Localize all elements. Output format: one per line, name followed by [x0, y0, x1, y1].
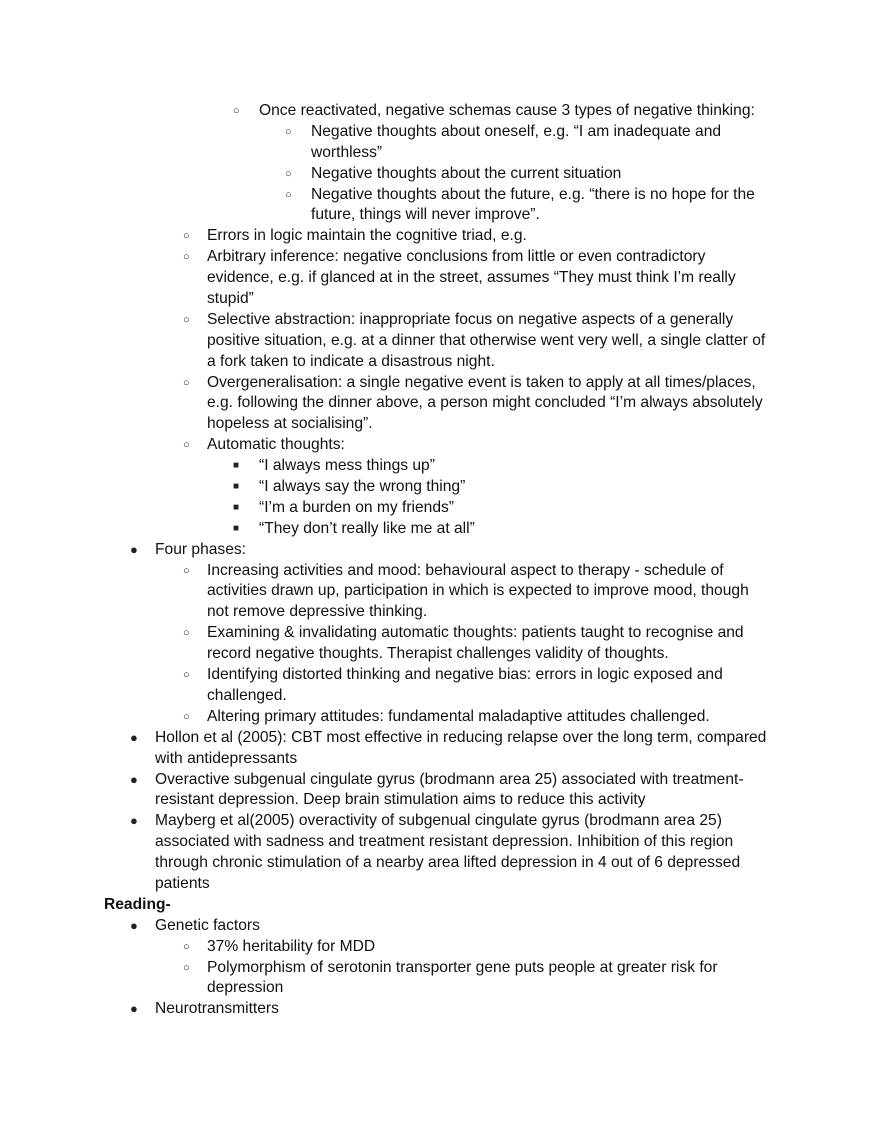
line-text: activities drawn up, participation in which is expected to improve mood, though [207, 582, 749, 600]
square-bullet-icon: ■ [233, 460, 240, 472]
list-item-line [0, 937, 880, 958]
circle-bullet-icon: ○ [183, 961, 190, 974]
list-item-line [0, 164, 880, 185]
circle-bullet-icon: ○ [183, 564, 190, 577]
line-text: Hollon et al (2005): CBT most effective in reducing relapse over the long term, compared [155, 728, 767, 746]
list-item-line [0, 498, 880, 519]
circle-bullet-icon: ○ [183, 669, 190, 682]
list-item-line [0, 874, 880, 895]
list-item-line [0, 373, 880, 394]
list-item-line [0, 122, 880, 143]
list-item-line [0, 101, 880, 122]
line-text: Errors in logic maintain the cognitive triad, e.g. [207, 227, 527, 245]
line-text: with antidepressants [155, 749, 298, 767]
list-item-line [0, 289, 880, 310]
list-item-line [0, 185, 880, 206]
list-item-line [0, 853, 880, 874]
list-item-line [0, 832, 880, 853]
circle-bullet-icon: ○ [183, 251, 190, 264]
list-item-line [0, 393, 880, 414]
square-bullet-icon: ■ [233, 481, 240, 493]
circle-bullet-icon: ○ [183, 230, 190, 243]
list-item-line [0, 811, 880, 832]
line-text: Neurotransmitters [155, 1000, 279, 1018]
list-item-line [0, 477, 880, 498]
list-item-line [0, 707, 880, 728]
line-text: Overactive subgenual cingulate gyrus (brodmann area 25) associated with treatment- [155, 770, 744, 788]
line-text: Increasing activities and mood: behavioural aspect to therapy - schedule of [207, 561, 724, 579]
line-text: Mayberg et al(2005) overactivity of subgenual cingulate gyrus (brodmann area 25) [155, 812, 722, 830]
line-text: Polymorphism of serotonin transporter gene puts people at greater risk for [207, 958, 718, 976]
square-bullet-icon: ■ [233, 501, 240, 513]
list-item-line [0, 999, 880, 1020]
line-text: record negative thoughts. Therapist challenges validity of thoughts. [207, 645, 669, 663]
line-text: e.g. following the dinner above, a person might concluded “I’m always absolutely [207, 394, 763, 412]
line-text: worthless” [311, 143, 383, 161]
circle-bullet-icon: ○ [285, 125, 292, 138]
list-item-line [0, 310, 880, 331]
line-text: hopeless at socialising”. [207, 415, 373, 433]
line-text: positive situation, e.g. at a dinner that otherwise went very well, a single clatter of [207, 331, 766, 349]
list-item-line [0, 519, 880, 540]
circle-bullet-icon: ○ [233, 105, 240, 117]
line-text: Arbitrary inference: negative conclusions from little or even contradictory [207, 248, 706, 266]
list-item-line [0, 331, 880, 352]
line-text: “I always say the wrong thing” [259, 478, 466, 496]
section-heading [0, 895, 880, 916]
heading-text: Reading- [104, 895, 171, 913]
list-item-line [0, 414, 880, 435]
square-bullet-icon: ■ [233, 522, 240, 534]
line-text: “I always mess things up” [259, 457, 435, 475]
line-text: challenged. [207, 686, 287, 704]
line-text: Negative thoughts about the future, e.g. “there is no hope for the [311, 185, 755, 203]
line-text: “I’m a burden on my friends” [259, 498, 454, 516]
circle-bullet-icon: ○ [183, 439, 190, 452]
list-item-line [0, 770, 880, 791]
line-text: patients [155, 874, 210, 892]
line-text: depression [207, 979, 284, 997]
line-text: associated with sadness and treatment resistant depression. Inhibition of this region [155, 833, 734, 851]
list-item-line [0, 435, 880, 456]
list-item-line [0, 226, 880, 247]
line-text: Once reactivated, negative schemas cause 3 types of negative thinking: [259, 102, 755, 119]
line-text: through chronic stimulation of a nearby area lifted depression in 4 out of 6 depressed [155, 854, 741, 872]
list-item-line [0, 581, 880, 602]
list-item-line [0, 456, 880, 477]
list-item-line [0, 540, 880, 561]
line-text: Four phases: [155, 540, 247, 558]
list-item-line [0, 644, 880, 665]
list-item-line [0, 268, 880, 289]
circle-bullet-icon: ○ [183, 710, 190, 723]
circle-bullet-icon: ○ [285, 188, 292, 201]
list-item-line [0, 978, 880, 999]
circle-bullet-icon: ○ [183, 376, 190, 389]
circle-bullet-icon: ○ [183, 313, 190, 326]
list-item-line [0, 352, 880, 373]
list-item-line [0, 916, 880, 937]
line-text: Negative thoughts about the current situation [311, 164, 622, 182]
list-item-line [0, 665, 880, 686]
list-item-line [0, 686, 880, 707]
list-item-line [0, 790, 880, 811]
list-item-line [0, 561, 880, 582]
circle-bullet-icon: ○ [285, 167, 292, 180]
line-text: 37% heritability for MDD [207, 937, 376, 955]
list-item-line [0, 623, 880, 644]
list-item-line [0, 602, 880, 623]
line-text: Negative thoughts about oneself, e.g. “I am inadequate and [311, 122, 722, 140]
list-item-line [0, 728, 880, 749]
line-text: Genetic factors [155, 916, 260, 934]
list-item-line [0, 143, 880, 164]
line-text: evidence, e.g. if glanced at in the street, assumes “They must think I’m really [207, 269, 736, 287]
line-text: future, things will never improve”. [311, 206, 540, 224]
document-page [0, 101, 880, 1020]
disc-bullet-icon: ● [130, 917, 138, 933]
line-text: Automatic thoughts: [207, 436, 345, 454]
line-text: Altering primary attitudes: fundamental maladaptive attitudes challenged. [207, 707, 710, 725]
disc-bullet-icon: ● [130, 729, 138, 745]
line-text: stupid” [207, 290, 254, 308]
list-item-line [0, 749, 880, 770]
list-item-line [0, 247, 880, 268]
list-item-line [0, 205, 880, 226]
disc-bullet-icon: ● [130, 813, 138, 829]
line-text: resistant depression. Deep brain stimulation aims to reduce this activity [155, 791, 646, 809]
line-text: Selective abstraction: inappropriate focus on negative aspects of a generally [207, 310, 734, 328]
line-text: not remove depressive thinking. [207, 603, 428, 621]
list-item-line [0, 958, 880, 979]
disc-bullet-icon: ● [130, 541, 138, 557]
circle-bullet-icon: ○ [183, 627, 190, 640]
line-text: a fork taken to indicate a disastrous night. [207, 352, 495, 370]
line-text: Overgeneralisation: a single negative event is taken to apply at all times/places, [207, 373, 756, 391]
line-text: “They don’t really like me at all” [259, 519, 475, 537]
circle-bullet-icon: ○ [183, 940, 190, 953]
disc-bullet-icon: ● [130, 1001, 138, 1017]
line-text: Identifying distorted thinking and negative bias: errors in logic exposed and [207, 666, 723, 684]
line-text: Examining & invalidating automatic thoughts: patients taught to recognise and [207, 624, 744, 642]
disc-bullet-icon: ● [130, 771, 138, 787]
